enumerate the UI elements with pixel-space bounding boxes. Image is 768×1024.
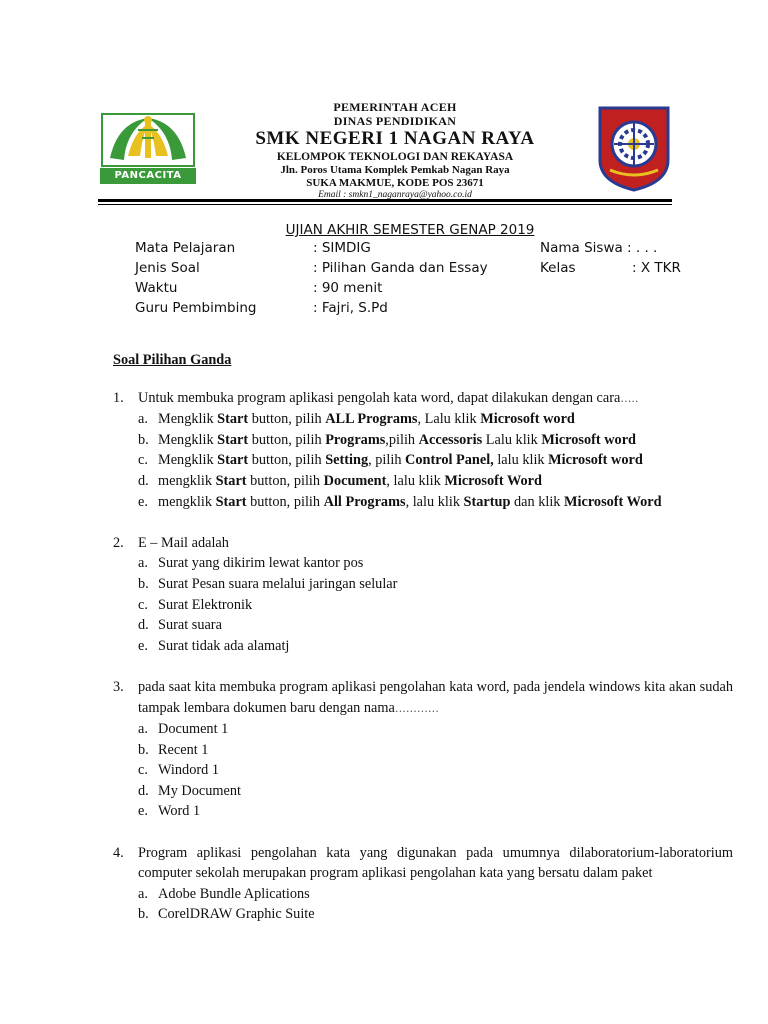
option-letter: a. bbox=[138, 721, 148, 738]
option-text: , lalu klik bbox=[386, 472, 445, 489]
option-keyword: Start bbox=[215, 493, 247, 510]
answer-option bbox=[113, 471, 733, 492]
info-value: : 90 menit bbox=[313, 280, 383, 296]
option-letter: a. bbox=[138, 555, 148, 572]
option-text: My Document bbox=[158, 782, 241, 799]
option-keyword: Control Panel, bbox=[405, 452, 494, 469]
answer-option bbox=[113, 636, 733, 657]
option-text: CorelDRAW Graphic Suite bbox=[158, 906, 315, 923]
info-label: Jenis Soal bbox=[135, 260, 200, 276]
question-body: pada saat kita membuka program aplikasi pengolahan kata word, pada jendela windows kita akan sudah tampak lembara dokumen baru dengan nama bbox=[138, 678, 733, 716]
option-text: mengklik bbox=[158, 493, 216, 510]
option-text: mengklik bbox=[158, 472, 216, 489]
option-letter: e. bbox=[138, 803, 148, 820]
option-keyword: Start bbox=[217, 431, 249, 448]
info-value: : Pilihan Ganda dan Essay bbox=[313, 260, 488, 276]
school-group: KELOMPOK TEKNOLOGI DAN REKAYASA bbox=[276, 150, 514, 163]
option-letter: e. bbox=[138, 493, 148, 510]
option-keyword: Microsoft word bbox=[541, 431, 637, 448]
option-text: button, pilih bbox=[246, 472, 324, 489]
option-text: button, pilih bbox=[248, 431, 326, 448]
option-keyword: Microsoft Word bbox=[564, 493, 662, 510]
answer-option bbox=[113, 740, 733, 761]
option-text: , Lalu klik bbox=[417, 411, 481, 428]
option-letter: c. bbox=[138, 452, 148, 469]
answer-blank: ….. bbox=[620, 391, 639, 405]
option-text: Mengklik bbox=[158, 452, 218, 469]
department-name: DINAS PENDIDIKAN bbox=[333, 114, 457, 129]
section-title: Soal Pilihan Ganda bbox=[113, 352, 232, 368]
option-keyword: Document bbox=[323, 472, 387, 489]
answer-option bbox=[113, 430, 733, 451]
option-letter: a. bbox=[138, 885, 148, 902]
option-letter: b. bbox=[138, 431, 149, 448]
question-text bbox=[113, 388, 733, 410]
option-text: Windord 1 bbox=[158, 762, 219, 779]
exam-title: UJIAN AKHIR SEMESTER GENAP 2019 bbox=[285, 222, 535, 238]
option-letter: b. bbox=[138, 575, 149, 592]
answer-option bbox=[113, 760, 733, 781]
answer-option bbox=[113, 801, 733, 822]
option-keyword: Startup bbox=[463, 493, 511, 510]
letterhead-rule-thick bbox=[98, 199, 672, 202]
answer-option bbox=[113, 904, 733, 925]
option-text: Surat yang dikirim lewat kantor pos bbox=[158, 555, 364, 572]
question bbox=[113, 533, 733, 657]
logo-left-caption: PANCACITA bbox=[114, 170, 182, 181]
answer-option bbox=[113, 553, 733, 574]
question-text bbox=[113, 843, 733, 884]
answer-blank: ………… bbox=[394, 701, 439, 715]
class-value: : X TKR bbox=[632, 260, 681, 276]
answer-option bbox=[113, 595, 733, 616]
option-text: Recent 1 bbox=[158, 741, 209, 758]
option-text: dan klik bbox=[510, 493, 565, 510]
option-text: Adobe Bundle Aplications bbox=[158, 885, 310, 902]
option-letter: b. bbox=[138, 741, 149, 758]
option-keyword: Start bbox=[215, 472, 247, 489]
school-city: SUKA MAKMUE, KODE POS 23671 bbox=[306, 177, 484, 190]
student-name-label: Nama Siswa : . . . bbox=[540, 240, 658, 256]
option-keyword: Programs bbox=[325, 431, 386, 448]
option-letter: c. bbox=[138, 762, 148, 779]
option-text: Lalu klik bbox=[482, 431, 542, 448]
letterhead-rule-thin bbox=[98, 204, 672, 205]
school-logo bbox=[596, 104, 672, 192]
question-text bbox=[113, 677, 733, 719]
option-text: , lalu klik bbox=[405, 493, 464, 510]
question-list bbox=[113, 388, 733, 925]
option-text: lalu klik bbox=[493, 452, 549, 469]
info-value: : Fajri, S.Pd bbox=[313, 300, 388, 316]
answer-option bbox=[113, 719, 733, 740]
option-text: ,pilih bbox=[385, 431, 419, 448]
answer-option bbox=[113, 781, 733, 802]
answer-option bbox=[113, 492, 733, 513]
question-number: 1. bbox=[113, 389, 124, 406]
option-keyword: Microsoft word bbox=[548, 452, 643, 469]
option-letter: e. bbox=[138, 637, 148, 654]
option-letter: d. bbox=[138, 782, 149, 799]
info-label: Guru Pembimbing bbox=[135, 300, 257, 316]
option-letter: b. bbox=[138, 906, 149, 923]
answer-option bbox=[113, 884, 733, 905]
questions-section bbox=[113, 350, 733, 946]
question-body: Untuk membuka program aplikasi pengolah kata word, dapat dilakukan dengan cara bbox=[138, 389, 621, 406]
question-number: 4. bbox=[113, 844, 124, 861]
option-keyword: ALL Programs bbox=[325, 411, 418, 428]
option-text: Surat Pesan suara melalui jaringan selular bbox=[158, 575, 398, 592]
info-label: Waktu bbox=[135, 280, 178, 296]
option-text: Document 1 bbox=[158, 721, 229, 738]
school-name: SMK NEGERI 1 NAGAN RAYA bbox=[255, 128, 535, 150]
question-body: Program aplikasi pengolahan kata yang digunakan pada umumnya dilaboratorium-laboratorium computer sekolah merupakan program aplikasi pengolahan kata yang bersatu dalam paket bbox=[138, 844, 733, 882]
option-keyword: Accessoris bbox=[418, 431, 483, 448]
option-letter: d. bbox=[138, 472, 149, 489]
option-text: Mengklik bbox=[158, 431, 218, 448]
answer-option bbox=[113, 409, 733, 430]
info-value: : SIMDIG bbox=[313, 240, 371, 256]
question bbox=[113, 843, 733, 925]
option-text: Surat Elektronik bbox=[158, 596, 253, 613]
question bbox=[113, 388, 733, 513]
school-email: Email : smkn1_naganraya@yahoo.co.id bbox=[318, 190, 472, 201]
government-name: PEMERINTAH ACEH bbox=[333, 100, 457, 114]
option-keyword: Setting bbox=[325, 452, 369, 469]
question-number: 3. bbox=[113, 678, 124, 695]
question bbox=[113, 677, 733, 822]
answer-option bbox=[113, 615, 733, 636]
option-text: button, pilih bbox=[248, 411, 326, 428]
class-label: Kelas bbox=[540, 260, 576, 276]
option-text: button, pilih bbox=[246, 493, 324, 510]
option-letter: c. bbox=[138, 596, 148, 613]
option-keyword: Start bbox=[217, 411, 249, 428]
answer-option bbox=[113, 574, 733, 595]
option-text: Surat tidak ada alamatj bbox=[158, 637, 290, 654]
option-keyword: Microsoft Word bbox=[444, 472, 542, 489]
question-number: 2. bbox=[113, 534, 124, 551]
option-keyword: All Programs bbox=[323, 493, 406, 510]
letterhead bbox=[98, 100, 672, 210]
option-letter: d. bbox=[138, 617, 149, 634]
option-text: Mengklik bbox=[158, 411, 218, 428]
option-text: Surat suara bbox=[158, 617, 222, 634]
info-label: Mata Pelajaran bbox=[135, 240, 236, 256]
option-text: , pilih bbox=[368, 452, 406, 469]
option-keyword: Microsoft word bbox=[480, 411, 575, 428]
letterhead-text bbox=[208, 100, 582, 201]
option-letter: a. bbox=[138, 411, 148, 428]
answer-option bbox=[113, 450, 733, 471]
school-address: Jln. Poros Utama Komplek Pemkab Nagan Raya bbox=[280, 164, 510, 177]
option-keyword: Start bbox=[217, 452, 249, 469]
option-text: button, pilih bbox=[248, 452, 326, 469]
question-text bbox=[113, 533, 733, 554]
option-text: Word 1 bbox=[158, 803, 201, 820]
question-body: E – Mail adalah bbox=[138, 534, 229, 551]
